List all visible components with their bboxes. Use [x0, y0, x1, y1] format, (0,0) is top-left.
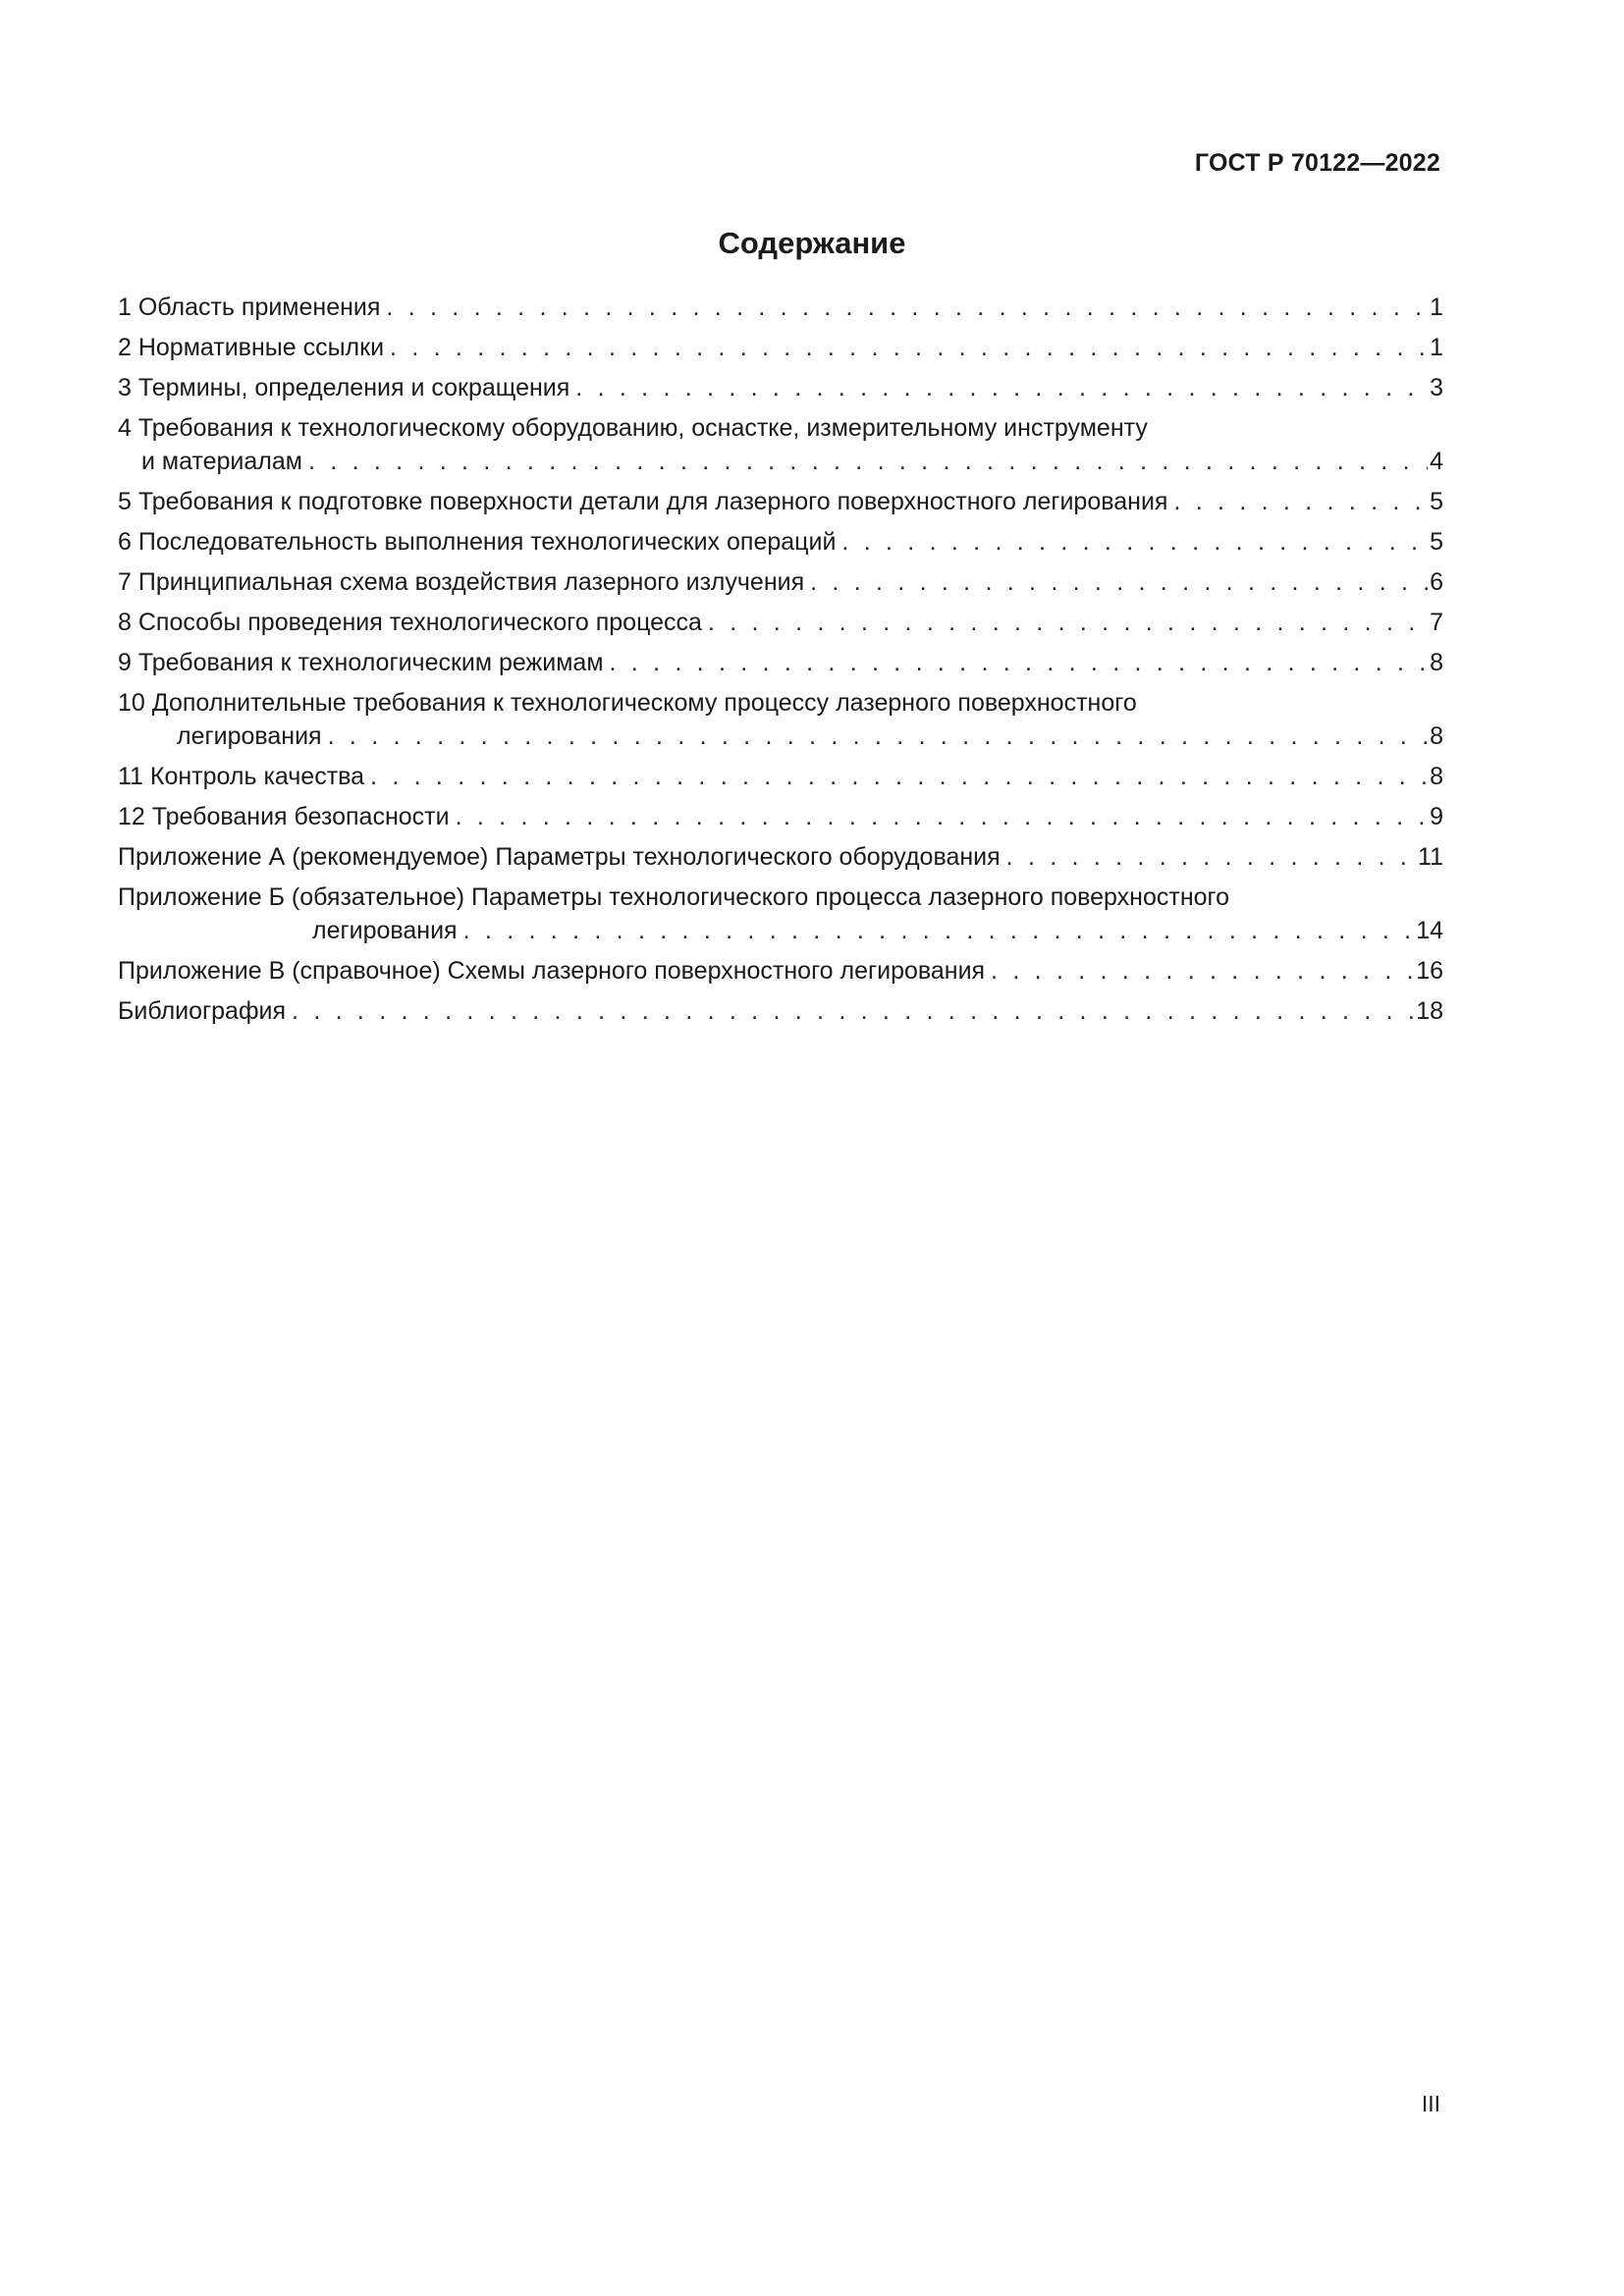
toc-entry-label: Приложение А (рекомендуемое) Параметры технологического оборудования: [118, 843, 1001, 871]
toc-entry-3[interactable]: [118, 371, 1443, 404]
toc-entry-page: 16: [1416, 957, 1443, 985]
toc-entry-4[interactable]: [118, 411, 1443, 478]
toc-entry-label-continuation: легирования: [312, 917, 458, 944]
toc-leader-dots: [1173, 485, 1428, 518]
toc-leader-dots: [610, 646, 1429, 679]
table-of-contents: [118, 291, 1443, 1035]
toc-entry-page: 3: [1430, 374, 1443, 401]
toc-entry-6[interactable]: [118, 525, 1443, 559]
toc-entry-appendix-b[interactable]: [118, 881, 1443, 947]
page-number: III: [1421, 2091, 1440, 2116]
toc-entry-label-continuation: легирования: [177, 722, 322, 750]
toc-leader-dots: [1006, 840, 1416, 874]
toc-leader-dots: [708, 606, 1428, 639]
toc-entry-8[interactable]: [118, 606, 1443, 639]
toc-entry-11[interactable]: [118, 760, 1443, 793]
toc-entry-label: 10 Дополнительные требования к технологическому процессу лазерного поверхностного: [118, 689, 1137, 717]
toc-entry-label: 4 Требования к технологическому оборудованию, оснастке, измерительному инструменту: [118, 414, 1148, 442]
toc-entry-page: 14: [1416, 917, 1443, 944]
toc-leader-dots: [810, 565, 1428, 599]
toc-entry-label: Приложение Б (обязательное) Параметры технологического процесса лазерного поверхностного: [118, 883, 1230, 911]
toc-entry-5[interactable]: [118, 485, 1443, 518]
document-id: ГОСТ Р 70122—2022: [1194, 149, 1440, 177]
toc-leader-dots: [308, 445, 1428, 478]
toc-entry-page: 18: [1416, 997, 1443, 1025]
toc-entry-label: 12 Требования безопасности: [118, 803, 450, 830]
toc-entry-7[interactable]: [118, 565, 1443, 599]
toc-leader-dots: [292, 994, 1414, 1028]
toc-entry-page: 8: [1430, 649, 1443, 676]
toc-leader-dots: [370, 760, 1428, 793]
toc-entry-12[interactable]: [118, 800, 1443, 833]
toc-leader-dots: [456, 800, 1429, 833]
toc-leader-dots: [841, 525, 1428, 559]
toc-entry-label-continuation: и материалам: [141, 448, 302, 475]
toc-entry-label: 9 Требования к технологическим режимам: [118, 649, 604, 676]
toc-entry-appendix-v[interactable]: [118, 954, 1443, 988]
toc-entry-label: 1 Область применения: [118, 294, 381, 321]
toc-entry-page: 6: [1430, 568, 1443, 596]
toc-entry-label: 3 Термины, определения и сокращения: [118, 374, 570, 401]
toc-entry-label: 7 Принципиальная схема воздействия лазерного излучения: [118, 568, 805, 596]
toc-entry-page: 7: [1430, 609, 1443, 636]
toc-leader-dots: [386, 291, 1428, 324]
toc-entry-label: Библиография: [118, 997, 287, 1025]
toc-leader-dots: [390, 331, 1428, 364]
toc-entry-page: 8: [1430, 722, 1443, 750]
toc-entry-9[interactable]: [118, 646, 1443, 679]
toc-leader-dots: [328, 720, 1428, 753]
toc-entry-page: 5: [1430, 488, 1443, 515]
toc-leader-dots: [463, 914, 1415, 947]
toc-entry-bibliography[interactable]: [118, 994, 1443, 1028]
toc-entry-1[interactable]: [118, 291, 1443, 324]
toc-entry-label: 5 Требования к подготовке поверхности детали для лазерного поверхностного легирования: [118, 488, 1168, 515]
toc-entry-page: 9: [1430, 803, 1443, 830]
toc-leader-dots: [991, 954, 1414, 988]
toc-entry-label: 11 Контроль качества: [118, 763, 365, 790]
toc-entry-page: 5: [1430, 528, 1443, 556]
toc-entry-label: 6 Последовательность выполнения технологических операций: [118, 528, 837, 556]
toc-entry-2[interactable]: [118, 331, 1443, 364]
toc-entry-page: 11: [1418, 843, 1443, 871]
toc-entry-page: 4: [1430, 448, 1443, 475]
toc-title: Содержание: [718, 226, 906, 260]
toc-entry-10[interactable]: [118, 686, 1443, 753]
toc-entry-page: 1: [1430, 294, 1443, 321]
toc-entry-label: 8 Способы проведения технологического процесса: [118, 609, 702, 636]
toc-entry-page: 8: [1430, 763, 1443, 790]
toc-entry-label: Приложение В (справочное) Схемы лазерного поверхностного легирования: [118, 957, 986, 985]
toc-entry-appendix-a[interactable]: [118, 840, 1443, 874]
toc-entry-label: 2 Нормативные ссылки: [118, 334, 385, 361]
toc-entry-page: 1: [1430, 334, 1443, 361]
toc-leader-dots: [575, 371, 1428, 404]
